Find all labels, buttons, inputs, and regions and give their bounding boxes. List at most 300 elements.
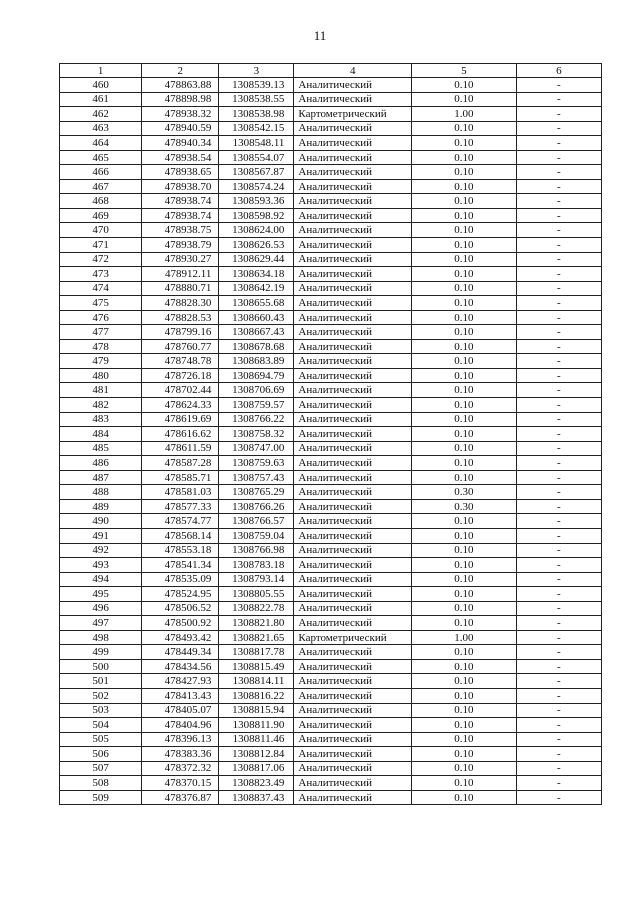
table-row (60, 412, 602, 427)
note-cell: - (516, 761, 601, 776)
accuracy-cell: 0.10 (412, 252, 517, 267)
accuracy-cell: 0.10 (412, 688, 517, 703)
accuracy-cell: 0.10 (412, 645, 517, 660)
x-coordinate-cell: 478574.77 (142, 514, 219, 529)
point-number-cell: 479 (60, 354, 142, 369)
table-row (60, 427, 602, 442)
method-cell: Аналитический (294, 339, 412, 354)
table-row (60, 78, 602, 93)
method-cell: Аналитический (294, 208, 412, 223)
y-coordinate-cell: 1308626.53 (219, 238, 294, 253)
x-coordinate-cell: 478370.15 (142, 776, 219, 791)
point-number-cell: 471 (60, 238, 142, 253)
y-coordinate-cell: 1308747.00 (219, 441, 294, 456)
table-row (60, 339, 602, 354)
note-cell: - (516, 310, 601, 325)
note-cell: - (516, 398, 601, 413)
method-cell: Аналитический (294, 238, 412, 253)
x-coordinate-cell: 478760.77 (142, 339, 219, 354)
accuracy-cell: 0.10 (412, 121, 517, 136)
point-number-cell: 484 (60, 427, 142, 442)
y-coordinate-cell: 1308766.26 (219, 499, 294, 514)
y-coordinate-cell: 1308759.04 (219, 528, 294, 543)
point-number-cell: 506 (60, 747, 142, 762)
method-cell: Аналитический (294, 747, 412, 762)
y-coordinate-cell: 1308542.15 (219, 121, 294, 136)
y-coordinate-cell: 1308642.19 (219, 281, 294, 296)
y-coordinate-cell: 1308817.06 (219, 761, 294, 776)
point-number-cell: 486 (60, 456, 142, 471)
method-cell: Аналитический (294, 470, 412, 485)
accuracy-cell: 0.10 (412, 732, 517, 747)
y-coordinate-cell: 1308683.89 (219, 354, 294, 369)
point-number-cell: 508 (60, 776, 142, 791)
accuracy-cell: 0.30 (412, 499, 517, 514)
point-number-cell: 505 (60, 732, 142, 747)
note-cell: - (516, 703, 601, 718)
accuracy-cell: 0.10 (412, 92, 517, 107)
note-cell: - (516, 747, 601, 762)
x-coordinate-cell: 478898.98 (142, 92, 219, 107)
x-coordinate-cell: 478938.70 (142, 179, 219, 194)
table-row (60, 368, 602, 383)
note-cell: - (516, 354, 601, 369)
point-number-cell: 477 (60, 325, 142, 340)
accuracy-cell: 0.10 (412, 601, 517, 616)
point-number-cell: 487 (60, 470, 142, 485)
column-header-2: 2 (142, 64, 219, 78)
table-row (60, 747, 602, 762)
method-cell: Аналитический (294, 485, 412, 500)
note-cell: - (516, 456, 601, 471)
method-cell: Аналитический (294, 543, 412, 558)
point-number-cell: 491 (60, 528, 142, 543)
point-number-cell: 485 (60, 441, 142, 456)
x-coordinate-cell: 478383.36 (142, 747, 219, 762)
x-coordinate-cell: 478938.79 (142, 238, 219, 253)
method-cell: Аналитический (294, 688, 412, 703)
table-row (60, 485, 602, 500)
point-number-cell: 500 (60, 659, 142, 674)
note-cell: - (516, 572, 601, 587)
method-cell: Аналитический (294, 514, 412, 529)
column-header-6: 6 (516, 64, 601, 78)
accuracy-cell: 0.10 (412, 659, 517, 674)
method-cell: Аналитический (294, 558, 412, 573)
y-coordinate-cell: 1308567.87 (219, 165, 294, 180)
method-cell: Аналитический (294, 587, 412, 602)
method-cell: Аналитический (294, 150, 412, 165)
method-cell: Аналитический (294, 136, 412, 151)
accuracy-cell: 0.10 (412, 354, 517, 369)
accuracy-cell: 0.10 (412, 558, 517, 573)
accuracy-cell: 0.10 (412, 208, 517, 223)
note-cell: - (516, 528, 601, 543)
x-coordinate-cell: 478506.52 (142, 601, 219, 616)
note-cell: - (516, 223, 601, 238)
accuracy-cell: 0.10 (412, 78, 517, 93)
table-row (60, 179, 602, 194)
x-coordinate-cell: 478940.34 (142, 136, 219, 151)
note-cell: - (516, 558, 601, 573)
accuracy-cell: 1.00 (412, 630, 517, 645)
x-coordinate-cell: 478581.03 (142, 485, 219, 500)
y-coordinate-cell: 1308624.00 (219, 223, 294, 238)
method-cell: Аналитический (294, 78, 412, 93)
method-cell: Аналитический (294, 412, 412, 427)
y-coordinate-cell: 1308817.78 (219, 645, 294, 660)
note-cell: - (516, 383, 601, 398)
x-coordinate-cell: 478568.14 (142, 528, 219, 543)
method-cell: Аналитический (294, 194, 412, 209)
table-row (60, 238, 602, 253)
coordinates-table (59, 63, 602, 805)
table-row (60, 732, 602, 747)
note-cell: - (516, 412, 601, 427)
method-cell: Аналитический (294, 252, 412, 267)
note-cell: - (516, 92, 601, 107)
note-cell: - (516, 208, 601, 223)
y-coordinate-cell: 1308660.43 (219, 310, 294, 325)
note-cell: - (516, 616, 601, 631)
y-coordinate-cell: 1308811.90 (219, 718, 294, 733)
y-coordinate-cell: 1308598.92 (219, 208, 294, 223)
point-number-cell: 474 (60, 281, 142, 296)
table-row (60, 514, 602, 529)
y-coordinate-cell: 1308593.36 (219, 194, 294, 209)
table-row (60, 107, 602, 122)
table-row (60, 776, 602, 791)
note-cell: - (516, 718, 601, 733)
x-coordinate-cell: 478434.56 (142, 659, 219, 674)
x-coordinate-cell: 478799.16 (142, 325, 219, 340)
point-number-cell: 502 (60, 688, 142, 703)
y-coordinate-cell: 1308815.94 (219, 703, 294, 718)
y-coordinate-cell: 1308554.07 (219, 150, 294, 165)
point-number-cell: 465 (60, 150, 142, 165)
point-number-cell: 462 (60, 107, 142, 122)
y-coordinate-cell: 1308706.69 (219, 383, 294, 398)
note-cell: - (516, 441, 601, 456)
y-coordinate-cell: 1308812.84 (219, 747, 294, 762)
accuracy-cell: 0.10 (412, 281, 517, 296)
accuracy-cell: 0.10 (412, 339, 517, 354)
accuracy-cell: 0.10 (412, 456, 517, 471)
accuracy-cell: 0.10 (412, 761, 517, 776)
point-number-cell: 460 (60, 78, 142, 93)
table-row (60, 121, 602, 136)
accuracy-cell: 0.10 (412, 776, 517, 791)
method-cell: Аналитический (294, 776, 412, 791)
x-coordinate-cell: 478405.07 (142, 703, 219, 718)
point-number-cell: 490 (60, 514, 142, 529)
method-cell: Аналитический (294, 456, 412, 471)
table-row (60, 587, 602, 602)
x-coordinate-cell: 478880.71 (142, 281, 219, 296)
y-coordinate-cell: 1308821.80 (219, 616, 294, 631)
table-row (60, 674, 602, 689)
point-number-cell: 470 (60, 223, 142, 238)
table-row (60, 601, 602, 616)
y-coordinate-cell: 1308805.55 (219, 587, 294, 602)
point-number-cell: 503 (60, 703, 142, 718)
point-number-cell: 489 (60, 499, 142, 514)
y-coordinate-cell: 1308634.18 (219, 267, 294, 282)
method-cell: Аналитический (294, 427, 412, 442)
x-coordinate-cell: 478624.33 (142, 398, 219, 413)
note-cell: - (516, 78, 601, 93)
point-number-cell: 468 (60, 194, 142, 209)
table-row (60, 252, 602, 267)
table-row (60, 441, 602, 456)
table-row (60, 296, 602, 311)
note-cell: - (516, 485, 601, 500)
y-coordinate-cell: 1308822.78 (219, 601, 294, 616)
column-header-4: 4 (294, 64, 412, 78)
method-cell: Картометрический (294, 630, 412, 645)
accuracy-cell: 0.10 (412, 310, 517, 325)
method-cell: Аналитический (294, 572, 412, 587)
table-row (60, 325, 602, 340)
method-cell: Аналитический (294, 368, 412, 383)
x-coordinate-cell: 478611.59 (142, 441, 219, 456)
note-cell: - (516, 543, 601, 558)
table-row (60, 165, 602, 180)
point-number-cell: 469 (60, 208, 142, 223)
y-coordinate-cell: 1308538.55 (219, 92, 294, 107)
table-row (60, 572, 602, 587)
method-cell: Аналитический (294, 223, 412, 238)
method-cell: Аналитический (294, 703, 412, 718)
column-header-1: 1 (60, 64, 142, 78)
point-number-cell: 476 (60, 310, 142, 325)
accuracy-cell: 0.10 (412, 383, 517, 398)
note-cell: - (516, 790, 601, 805)
x-coordinate-cell: 478912.11 (142, 267, 219, 282)
y-coordinate-cell: 1308821.65 (219, 630, 294, 645)
note-cell: - (516, 107, 601, 122)
table-row (60, 616, 602, 631)
table-row (60, 790, 602, 805)
x-coordinate-cell: 478748.78 (142, 354, 219, 369)
accuracy-cell: 0.10 (412, 703, 517, 718)
method-cell: Аналитический (294, 761, 412, 776)
method-cell: Аналитический (294, 354, 412, 369)
y-coordinate-cell: 1308667.43 (219, 325, 294, 340)
point-number-cell: 488 (60, 485, 142, 500)
table-row (60, 703, 602, 718)
note-cell: - (516, 368, 601, 383)
note-cell: - (516, 587, 601, 602)
x-coordinate-cell: 478938.65 (142, 165, 219, 180)
method-cell: Картометрический (294, 107, 412, 122)
accuracy-cell: 0.10 (412, 718, 517, 733)
table-row (60, 194, 602, 209)
x-coordinate-cell: 478938.54 (142, 150, 219, 165)
x-coordinate-cell: 478372.32 (142, 761, 219, 776)
point-number-cell: 478 (60, 339, 142, 354)
x-coordinate-cell: 478524.95 (142, 587, 219, 602)
x-coordinate-cell: 478619.69 (142, 412, 219, 427)
note-cell: - (516, 325, 601, 340)
note-cell: - (516, 776, 601, 791)
point-number-cell: 464 (60, 136, 142, 151)
method-cell: Аналитический (294, 310, 412, 325)
table-body (60, 78, 602, 805)
table-row (60, 499, 602, 514)
y-coordinate-cell: 1308766.98 (219, 543, 294, 558)
table-row (60, 281, 602, 296)
method-cell: Аналитический (294, 659, 412, 674)
method-cell: Аналитический (294, 732, 412, 747)
y-coordinate-cell: 1308811.46 (219, 732, 294, 747)
y-coordinate-cell: 1308814.11 (219, 674, 294, 689)
note-cell: - (516, 732, 601, 747)
point-number-cell: 481 (60, 383, 142, 398)
x-coordinate-cell: 478376.87 (142, 790, 219, 805)
y-coordinate-cell: 1308758.32 (219, 427, 294, 442)
table-row (60, 398, 602, 413)
y-coordinate-cell: 1308815.49 (219, 659, 294, 674)
column-header-3: 3 (219, 64, 294, 78)
table-row (60, 267, 602, 282)
table-row (60, 383, 602, 398)
method-cell: Аналитический (294, 601, 412, 616)
method-cell: Аналитический (294, 92, 412, 107)
x-coordinate-cell: 478930.27 (142, 252, 219, 267)
table-row (60, 718, 602, 733)
x-coordinate-cell: 478938.74 (142, 208, 219, 223)
table-row (60, 558, 602, 573)
point-number-cell: 499 (60, 645, 142, 660)
table-row (60, 543, 602, 558)
point-number-cell: 492 (60, 543, 142, 558)
accuracy-cell: 0.10 (412, 398, 517, 413)
table-row (60, 310, 602, 325)
table-row (60, 354, 602, 369)
accuracy-cell: 1.00 (412, 107, 517, 122)
table-row (60, 470, 602, 485)
x-coordinate-cell: 478577.33 (142, 499, 219, 514)
point-number-cell: 480 (60, 368, 142, 383)
point-number-cell: 493 (60, 558, 142, 573)
table-row (60, 223, 602, 238)
y-coordinate-cell: 1308766.57 (219, 514, 294, 529)
method-cell: Аналитический (294, 790, 412, 805)
note-cell: - (516, 281, 601, 296)
point-number-cell: 507 (60, 761, 142, 776)
method-cell: Аналитический (294, 296, 412, 311)
method-cell: Аналитический (294, 267, 412, 282)
accuracy-cell: 0.10 (412, 412, 517, 427)
table-row (60, 630, 602, 645)
note-cell: - (516, 267, 601, 282)
x-coordinate-cell: 478726.18 (142, 368, 219, 383)
method-cell: Аналитический (294, 121, 412, 136)
accuracy-cell: 0.10 (412, 470, 517, 485)
y-coordinate-cell: 1308766.22 (219, 412, 294, 427)
y-coordinate-cell: 1308759.57 (219, 398, 294, 413)
note-cell: - (516, 659, 601, 674)
accuracy-cell: 0.10 (412, 747, 517, 762)
accuracy-cell: 0.10 (412, 296, 517, 311)
point-number-cell: 504 (60, 718, 142, 733)
method-cell: Аналитический (294, 499, 412, 514)
accuracy-cell: 0.10 (412, 150, 517, 165)
note-cell: - (516, 674, 601, 689)
point-number-cell: 472 (60, 252, 142, 267)
y-coordinate-cell: 1308538.98 (219, 107, 294, 122)
method-cell: Аналитический (294, 528, 412, 543)
y-coordinate-cell: 1308783.18 (219, 558, 294, 573)
table-row (60, 208, 602, 223)
point-number-cell: 495 (60, 587, 142, 602)
note-cell: - (516, 165, 601, 180)
y-coordinate-cell: 1308816.22 (219, 688, 294, 703)
point-number-cell: 461 (60, 92, 142, 107)
accuracy-cell: 0.10 (412, 325, 517, 340)
y-coordinate-cell: 1308548.11 (219, 136, 294, 151)
accuracy-cell: 0.10 (412, 267, 517, 282)
accuracy-cell: 0.10 (412, 572, 517, 587)
table-row (60, 92, 602, 107)
note-cell: - (516, 688, 601, 703)
accuracy-cell: 0.10 (412, 368, 517, 383)
accuracy-cell: 0.30 (412, 485, 517, 500)
method-cell: Аналитический (294, 325, 412, 340)
note-cell: - (516, 601, 601, 616)
note-cell: - (516, 514, 601, 529)
y-coordinate-cell: 1308539.13 (219, 78, 294, 93)
table-row (60, 456, 602, 471)
y-coordinate-cell: 1308629.44 (219, 252, 294, 267)
x-coordinate-cell: 478938.74 (142, 194, 219, 209)
x-coordinate-cell: 478938.75 (142, 223, 219, 238)
note-cell: - (516, 252, 601, 267)
method-cell: Аналитический (294, 441, 412, 456)
note-cell: - (516, 630, 601, 645)
y-coordinate-cell: 1308757.43 (219, 470, 294, 485)
note-cell: - (516, 121, 601, 136)
note-cell: - (516, 470, 601, 485)
y-coordinate-cell: 1308793.14 (219, 572, 294, 587)
y-coordinate-cell: 1308678.68 (219, 339, 294, 354)
note-cell: - (516, 339, 601, 354)
accuracy-cell: 0.10 (412, 441, 517, 456)
accuracy-cell: 0.10 (412, 165, 517, 180)
note-cell: - (516, 427, 601, 442)
note-cell: - (516, 136, 601, 151)
y-coordinate-cell: 1308655.68 (219, 296, 294, 311)
x-coordinate-cell: 478493.42 (142, 630, 219, 645)
x-coordinate-cell: 478828.53 (142, 310, 219, 325)
y-coordinate-cell: 1308759.63 (219, 456, 294, 471)
column-header-5: 5 (412, 64, 517, 78)
accuracy-cell: 0.10 (412, 587, 517, 602)
x-coordinate-cell: 478449.34 (142, 645, 219, 660)
method-cell: Аналитический (294, 383, 412, 398)
x-coordinate-cell: 478702.44 (142, 383, 219, 398)
point-number-cell: 482 (60, 398, 142, 413)
accuracy-cell: 0.10 (412, 238, 517, 253)
x-coordinate-cell: 478585.71 (142, 470, 219, 485)
x-coordinate-cell: 478535.09 (142, 572, 219, 587)
point-number-cell: 509 (60, 790, 142, 805)
accuracy-cell: 0.10 (412, 194, 517, 209)
point-number-cell: 473 (60, 267, 142, 282)
point-number-cell: 498 (60, 630, 142, 645)
x-coordinate-cell: 478413.43 (142, 688, 219, 703)
